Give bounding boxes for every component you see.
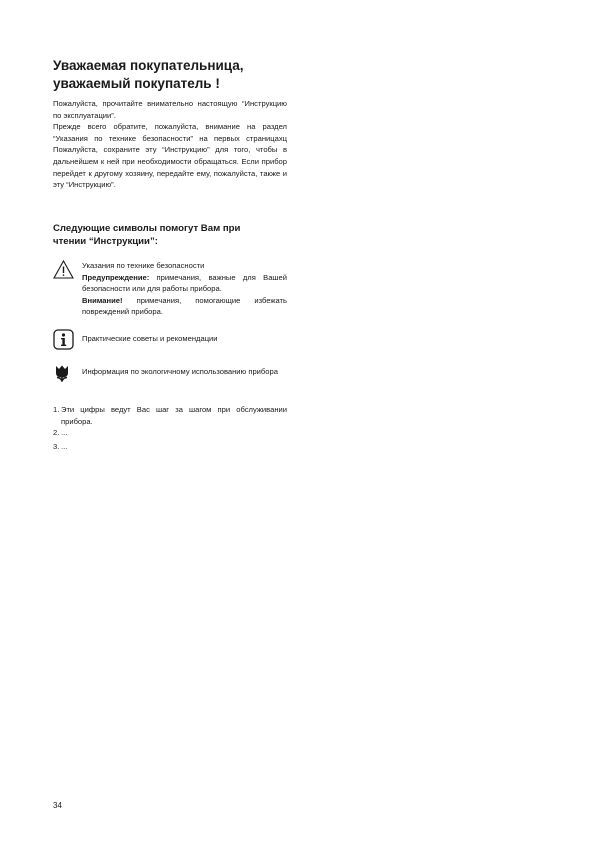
warning-text: примечания, важные для Вашей безопасности или для работы прибора. [82, 272, 287, 294]
eco-tulip-icon [53, 364, 71, 387]
page-number: 34 [53, 801, 62, 810]
intro-paragraph-1: Пожалуйста, прочитайте внимательно настоящую “Инструкцию по эксплуатации”. [53, 99, 287, 120]
steps-list [53, 404, 287, 452]
intro-paragraph-2: Прежде всего обратите, пожалуйста, внимание на раздел “Указания по технике безопасности” на первых страницахц Пожалуйста, сохраните эту “Инструкцию” для того, чтобы в дальнейшем к ней при необходимости обращаться. Если прибор перейдет к другому хозяину, передайте ему, пожалуйста, также и эту “Инструкцию”. [53, 122, 287, 190]
attention-text: примечания, помогающие избежать повреждений прибора. [82, 295, 287, 317]
page-title [53, 57, 313, 93]
list-item [53, 404, 287, 427]
safety-title: Указания по технике безопасности [82, 261, 205, 270]
warning-triangle-icon [53, 260, 74, 284]
tips-text: Практические советы и рекомендации [82, 334, 218, 343]
eco-text: Информация по экологичному использованию прибора [82, 367, 278, 376]
info-icon [53, 329, 74, 355]
list-item [53, 427, 287, 439]
symbols-heading-line-2: чтении “Инструкции”: [53, 236, 158, 247]
step-text: ... [61, 428, 68, 438]
symbols-heading [53, 222, 293, 248]
warning-label: Предупреждение: [82, 272, 150, 282]
step-number: 2. [53, 428, 60, 438]
safety-warning [82, 272, 287, 295]
symbols-heading-line-1: Следующие символы помогут Вам при [53, 223, 241, 234]
safety-attention [82, 295, 287, 318]
step-text: Эти цифры ведут Вас шаг за шагом при обслуживании прибора. [61, 405, 287, 426]
step-number: 1. [53, 405, 60, 414]
title-line-1: Уважаемая покупательница, [53, 58, 244, 73]
title-line-2: уважаемый покупатель ! [53, 76, 220, 91]
intro-text [53, 98, 287, 191]
step-text: ... [61, 441, 68, 451]
step-number: 3. [53, 441, 60, 451]
list-item [53, 441, 287, 453]
attention-label: Внимание! [82, 295, 123, 305]
